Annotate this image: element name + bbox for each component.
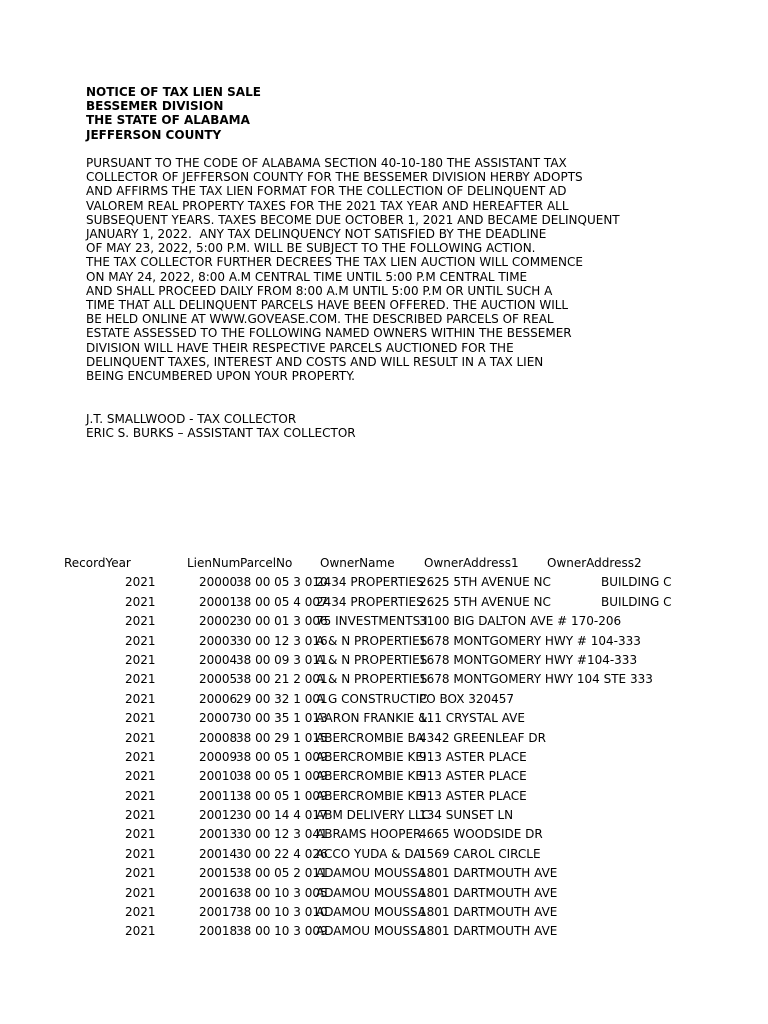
- cell-owner-address1: 1678 MONTGOMERY HWY 104 STE 333: [419, 672, 653, 687]
- table-row: [0, 769, 768, 788]
- cell-lien-num: 20014: [199, 846, 238, 861]
- heading-line: THE STATE OF ALABAMA: [86, 113, 250, 128]
- table-row: [0, 653, 768, 672]
- cell-parcel-no: 29 00 32 1 001: [236, 691, 328, 706]
- cell-owner-name: ABERCROMBIE KEI: [316, 749, 427, 764]
- cell-owner-name: A & N PROPERTIES: [316, 652, 428, 667]
- cell-record-year: 2021: [125, 885, 156, 900]
- signature-line: J.T. SMALLWOOD - TAX COLLECTOR: [86, 412, 297, 426]
- cell-record-year: 2021: [125, 905, 156, 920]
- cell-record-year: 2021: [125, 769, 156, 784]
- column-header-record-year: RecordYear: [64, 556, 131, 570]
- cell-lien-num: 20011: [199, 788, 238, 803]
- cell-parcel-no: 30 00 12 3 016: [236, 633, 328, 648]
- cell-lien-num: 20008: [199, 730, 238, 745]
- body-line: COLLECTOR OF JEFFERSON COUNTY FOR THE BESSEMER DIVISION HERBY ADOPTS: [86, 170, 583, 185]
- cell-lien-num: 20010: [199, 769, 238, 784]
- cell-owner-name: A & N PROPERTIES: [316, 633, 428, 648]
- table-row: [0, 924, 768, 943]
- table-row: [0, 808, 768, 827]
- cell-record-year: 2021: [125, 652, 156, 667]
- cell-parcel-no: 30 00 01 3 006: [236, 614, 328, 629]
- cell-owner-address1: 4342 GREENLEAF DR: [419, 730, 546, 745]
- cell-owner-name: A G CONSTRUCTIC: [316, 691, 428, 706]
- cell-owner-address1: 134 SUNSET LN: [419, 808, 514, 823]
- cell-owner-address1: 1678 MONTGOMERY HWY # 104-333: [419, 633, 641, 648]
- cell-record-year: 2021: [125, 808, 156, 823]
- table-row: [0, 692, 768, 711]
- cell-lien-num: 20001: [199, 594, 238, 609]
- cell-owner-address1: 2625 5TH AVENUE NC: [419, 575, 551, 590]
- cell-owner-address1: 1569 CAROL CIRCLE: [419, 846, 541, 861]
- cell-owner-name: 2434 PROPERTIES: [316, 594, 424, 609]
- cell-owner-name: ABERCROMBIE KEI: [316, 788, 427, 803]
- cell-owner-name: 2434 PROPERTIES: [316, 575, 424, 590]
- heading-line: BESSEMER DIVISION: [86, 99, 224, 114]
- cell-owner-address1: 4665 WOODSIDE DR: [419, 827, 543, 842]
- cell-parcel-no: 30 00 35 1 013: [236, 711, 328, 726]
- cell-owner-address1: 913 ASTER PLACE: [419, 788, 527, 803]
- body-line: DELINQUENT TAXES, INTEREST AND COSTS AND WILL RESULT IN A TAX LIEN: [86, 354, 544, 369]
- cell-owner-name: ADAMOU MOUSSA: [316, 924, 427, 939]
- cell-owner-address1: 1801 DARTMOUTH AVE: [419, 924, 558, 939]
- cell-lien-num: 20017: [199, 905, 238, 920]
- body-line: SUBSEQUENT YEARS. TAXES BECOME DUE OCTOBER 1, 2021 AND BECAME DELINQUENT: [86, 212, 620, 227]
- body-line: ESTATE ASSESSED TO THE FOLLOWING NAMED OWNERS WITHIN THE BESSEMER: [86, 326, 572, 341]
- body-line: AND AFFIRMS THE TAX LIEN FORMAT FOR THE COLLECTION OF DELINQUENT AD: [86, 184, 567, 199]
- notice-heading: [86, 85, 261, 142]
- cell-parcel-no: 30 00 14 4 017: [236, 808, 328, 823]
- cell-record-year: 2021: [125, 672, 156, 687]
- column-header-owner-name: OwnerName: [320, 556, 395, 570]
- cell-owner-address1: 111 CRYSTAL AVE: [419, 711, 525, 726]
- cell-record-year: 2021: [125, 749, 156, 764]
- cell-lien-num: 20003: [199, 633, 238, 648]
- cell-record-year: 2021: [125, 827, 156, 842]
- cell-owner-name: ABM DELIVERY LLC: [316, 808, 430, 823]
- cell-record-year: 2021: [125, 691, 156, 706]
- table-row: [0, 595, 768, 614]
- cell-lien-num: 20005: [199, 672, 238, 687]
- cell-lien-num: 20000: [199, 575, 238, 590]
- cell-parcel-no: 38 00 10 3 010: [236, 905, 328, 920]
- table-row: [0, 789, 768, 808]
- table-row: [0, 886, 768, 905]
- body-line: TIME THAT ALL DELINQUENT PARCELS HAVE BEEN OFFERED. THE AUCTION WILL: [86, 298, 569, 313]
- cell-parcel-no: 38 00 05 2 011: [236, 866, 328, 881]
- cell-lien-num: 20009: [199, 749, 238, 764]
- body-line: BE HELD ONLINE AT WWW.GOVEASE.COM. THE DESCRIBED PARCELS OF REAL: [86, 312, 554, 327]
- table-row: [0, 731, 768, 750]
- body-line: JANUARY 1, 2022. ANY TAX DELINQUENCY NOT SATISFIED BY THE DEADLINE: [86, 227, 547, 242]
- cell-owner-address1: 1678 MONTGOMERY HWY #104-333: [419, 652, 638, 667]
- tax-lien-table: [0, 556, 768, 944]
- body-line: DIVISION WILL HAVE THEIR RESPECTIVE PARCELS AUCTIONED FOR THE: [86, 340, 514, 355]
- cell-owner-name: A & N PROPERTIES: [316, 672, 428, 687]
- cell-lien-num: 20007: [199, 711, 238, 726]
- table-row: [0, 634, 768, 653]
- cell-parcel-no: 38 00 29 1 015: [236, 730, 328, 745]
- table-row: [0, 866, 768, 885]
- table-header-row: [0, 556, 768, 575]
- cell-owner-name: AARON FRANKIE &: [316, 711, 428, 726]
- table-body: [0, 575, 768, 943]
- cell-record-year: 2021: [125, 924, 156, 939]
- cell-record-year: 2021: [125, 866, 156, 881]
- cell-parcel-no: 38 00 21 2 001: [236, 672, 328, 687]
- body-line: AND SHALL PROCEED DAILY FROM 8:00 A.M UNTIL 5:00 P.M OR UNTIL SUCH A: [86, 283, 553, 298]
- cell-owner-name: ADAMOU MOUSSA: [316, 885, 427, 900]
- cell-parcel-no: 38 00 05 1 009: [236, 749, 328, 764]
- cell-record-year: 2021: [125, 575, 156, 590]
- table-row: [0, 905, 768, 924]
- cell-record-year: 2021: [125, 614, 156, 629]
- cell-lien-num: 20012: [199, 808, 238, 823]
- cell-record-year: 2021: [125, 594, 156, 609]
- cell-owner-address1: 913 ASTER PLACE: [419, 749, 527, 764]
- cell-parcel-no: 38 00 05 3 010: [236, 575, 328, 590]
- cell-owner-name: ABERCROMBIE KEI: [316, 769, 427, 784]
- body-line: THE TAX COLLECTOR FURTHER DECREES THE TAX LIEN AUCTION WILL COMMENCE: [86, 255, 583, 270]
- cell-owner-address1: PO BOX 320457: [419, 691, 515, 706]
- cell-lien-num: 20015: [199, 866, 238, 881]
- signature-block: [86, 412, 356, 440]
- cell-parcel-no: 38 00 05 4 007: [236, 594, 328, 609]
- cell-lien-num: 20002: [199, 614, 238, 629]
- cell-parcel-no: 30 00 12 3 041: [236, 827, 328, 842]
- cell-owner-address1: 1801 DARTMOUTH AVE: [419, 905, 558, 920]
- cell-record-year: 2021: [125, 788, 156, 803]
- cell-owner-address2: BUILDING C: [601, 594, 672, 609]
- cell-owner-name: 75 INVESTMENTS I: [316, 614, 428, 629]
- cell-owner-address1: 1801 DARTMOUTH AVE: [419, 885, 558, 900]
- cell-owner-name: ABRAMS HOOPER: [316, 827, 422, 842]
- heading-line: JEFFERSON COUNTY: [86, 127, 222, 142]
- table-row: [0, 750, 768, 769]
- cell-lien-num: 20013: [199, 827, 238, 842]
- table-row: [0, 711, 768, 730]
- cell-lien-num: 20004: [199, 652, 238, 667]
- body-line: ON MAY 24, 2022, 8:00 A.M CENTRAL TIME UNTIL 5:00 P.M CENTRAL TIME: [86, 269, 528, 284]
- signature-line: ERIC S. BURKS – ASSISTANT TAX COLLECTOR: [86, 426, 356, 441]
- table-row: [0, 575, 768, 594]
- cell-parcel-no: 38 00 05 1 009: [236, 769, 328, 784]
- cell-parcel-no: 38 00 05 1 009: [236, 788, 328, 803]
- body-line: VALOREM REAL PROPERTY TAXES FOR THE 2021 TAX YEAR AND HEREAFTER ALL: [86, 198, 569, 213]
- cell-record-year: 2021: [125, 633, 156, 648]
- cell-owner-address1: 1801 DARTMOUTH AVE: [419, 866, 558, 881]
- cell-parcel-no: 30 00 22 4 026: [236, 846, 328, 861]
- cell-lien-num: 20016: [199, 885, 238, 900]
- cell-record-year: 2021: [125, 730, 156, 745]
- cell-owner-name: ACCO YUDA & DAI: [316, 846, 426, 861]
- table-row: [0, 614, 768, 633]
- cell-lien-num: 20006: [199, 691, 238, 706]
- cell-owner-address2: BUILDING C: [601, 575, 672, 590]
- cell-parcel-no: 38 00 10 3 009: [236, 924, 328, 939]
- column-header-owner-address2: OwnerAddress2: [547, 556, 642, 570]
- cell-owner-address1: 913 ASTER PLACE: [419, 769, 527, 784]
- body-line: OF MAY 23, 2022, 5:00 P.M. WILL BE SUBJECT TO THE FOLLOWING ACTION.: [86, 241, 536, 256]
- cell-owner-address1: 3100 BIG DALTON AVE # 170-206: [419, 614, 622, 629]
- table-row: [0, 827, 768, 846]
- cell-parcel-no: 38 00 09 3 011: [236, 652, 328, 667]
- table-row: [0, 847, 768, 866]
- cell-record-year: 2021: [125, 711, 156, 726]
- column-header-owner-address1: OwnerAddress1: [424, 556, 519, 570]
- table-row: [0, 672, 768, 691]
- cell-owner-name: ABERCROMBIE BA: [316, 730, 424, 745]
- heading-line: NOTICE OF TAX LIEN SALE: [86, 85, 261, 99]
- cell-lien-num: 20018: [199, 924, 238, 939]
- cell-owner-name: ADAMOU MOUSSA: [316, 905, 427, 920]
- body-line: PURSUANT TO THE CODE OF ALABAMA SECTION 40-10-180 THE ASSISTANT TAX: [86, 156, 567, 170]
- column-header-parcel-no: ParcelNo: [240, 556, 293, 570]
- body-line: BEING ENCUMBERED UPON YOUR PROPERTY.: [86, 369, 355, 384]
- column-header-lien-num: LienNum: [187, 556, 241, 570]
- cell-owner-address1: 2625 5TH AVENUE NC: [419, 594, 551, 609]
- cell-parcel-no: 38 00 10 3 005: [236, 885, 328, 900]
- notice-body: [86, 156, 620, 383]
- cell-record-year: 2021: [125, 846, 156, 861]
- cell-owner-name: ADAMOU MOUSSA: [316, 866, 427, 881]
